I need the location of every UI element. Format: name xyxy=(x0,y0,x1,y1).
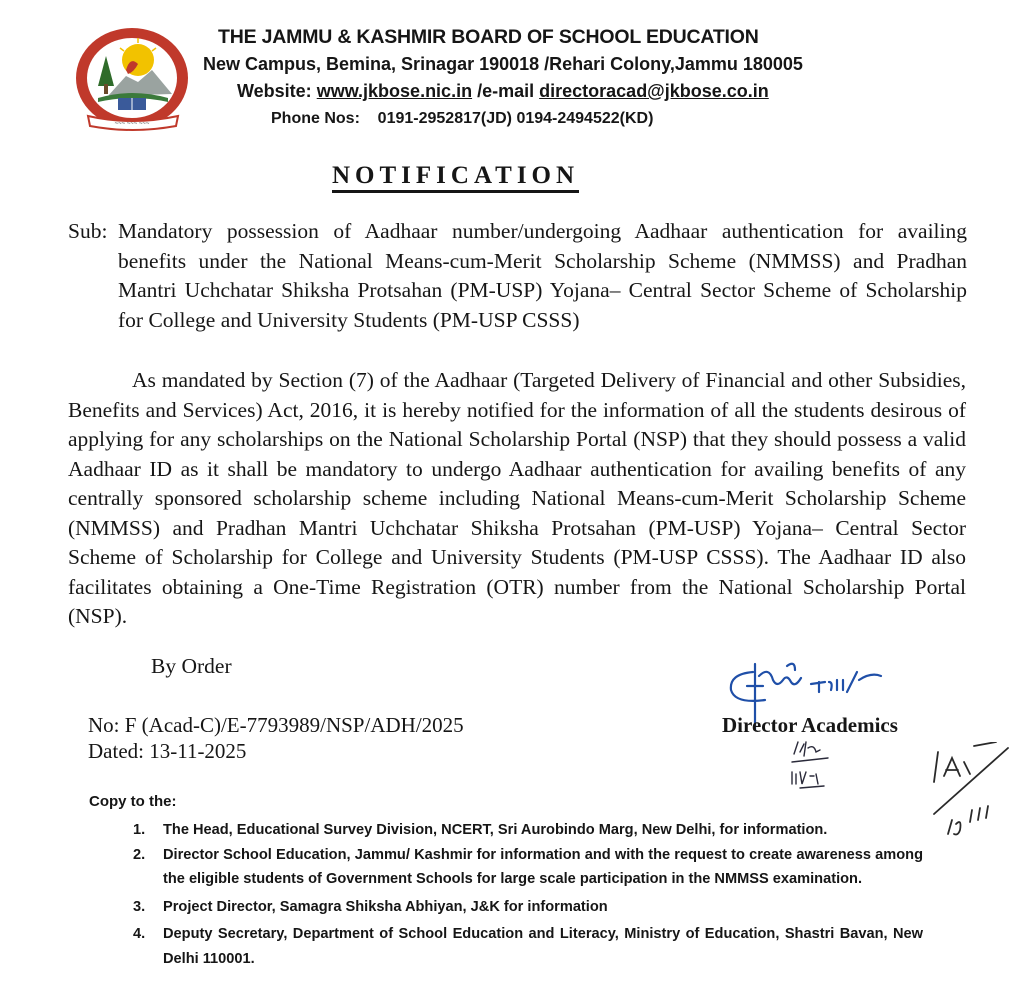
item-text: The Head, Educational Survey Division, NCERT, Sri Aurobindo Marg, New Delhi, for information. xyxy=(163,822,828,838)
svg-text:~~~ ~~~ ~~~: ~~~ ~~~ ~~~ xyxy=(114,121,150,127)
signatory-title: Director Academics xyxy=(722,713,898,737)
contact-web-email xyxy=(237,81,769,102)
copy-to-heading: Copy to the: xyxy=(89,793,177,810)
notification-body: As mandated by Section (7) of the Aadhaar (Targeted Delivery of Financial and other Subsidies, Benefits and Services) Act, 2016, it is hereby notified for the information of all the students desirous of applying for any scholarships on the National Scholarship Portal (NSP) that they should possess a valid Aadhaar ID as it shall be mandatory to undergo Aadhaar authentication for availing benefits of any centrally sponsored scholarship scheme including National Means-cum-Merit Scholarship Scheme (NMMSS) and Pradhan Mantri Uchchatar Shiksha Protsahan (PM-USP) Yojana– Central Sector Scheme of Scholarship for College and University Students (PM-USP CSSS). The Aadhaar ID also facilitates obtaining a One-Time Registration (OTR) number from the National Scholarship Portal (NSP). xyxy=(68,368,966,628)
item-number: 3. xyxy=(133,898,146,915)
item-text: Director School Education, Jammu/ Kashmir for information and with the request to create awareness among the eligible students of Government Schools for large scale participation in the NMMSS examination. xyxy=(163,846,923,887)
item-number: 1. xyxy=(133,822,146,838)
website-label: Website: xyxy=(237,81,312,101)
organization-name: THE JAMMU & KASHMIR BOARD OF SCHOOL EDUCATION xyxy=(218,26,759,48)
copy-to-item xyxy=(133,843,923,892)
copy-to-item xyxy=(133,818,923,843)
marginal-mark xyxy=(930,742,1015,852)
copy-to-item xyxy=(133,922,923,971)
subject-text: Mandatory possession of Aadhaar number/undergoing Aadhaar authentication for availing benefits under the National Means-cum-Merit Scholarship Scheme (NMMSS) and Pradhan Mantri Uchchatar Shiksha Protsahan (PM-USP) Yojana– Central Sector Scheme of Scholarship for College and University Students (PM-USP CSSS) xyxy=(118,219,967,332)
email-link[interactable]: directoracad@jkbose.co.in xyxy=(539,81,769,101)
handwritten-mark-icon xyxy=(930,742,1015,852)
page-title: NOTIFICATION xyxy=(332,162,579,193)
item-number: 4. xyxy=(133,926,146,942)
subject-label: Sub: xyxy=(68,219,108,243)
organization-address: New Campus, Bemina, Srinagar 190018 /Rehari Colony,Jammu 180005 xyxy=(203,54,803,74)
phone-label: Phone Nos: xyxy=(271,110,360,127)
email-label: /e-mail xyxy=(477,81,535,101)
date: Dated: 13-11-2025 xyxy=(88,739,247,763)
item-text: Deputy Secretary, Department of School Education and Literacy, Ministry of Education, Shastri Bavan, New Delhi 110001. xyxy=(163,926,923,967)
item-text: Project Director, Samagra Shiksha Abhiyan, J&K for information xyxy=(163,898,608,915)
jkbose-emblem-icon xyxy=(68,26,196,134)
reference-number: No: F (Acad-C)/E-7793989/NSP/ADH/2025 xyxy=(88,713,464,737)
copy-to-list xyxy=(133,818,923,971)
copy-to-item xyxy=(133,895,923,920)
reference-block xyxy=(88,712,464,764)
website-link[interactable]: www.jkbose.nic.in xyxy=(316,81,473,101)
subject-block xyxy=(68,217,968,335)
by-order: By Order xyxy=(151,654,232,678)
phone-numbers: 0191-2952817(JD) 0194-2494522(KD) xyxy=(377,110,654,127)
jkbose-logo xyxy=(68,26,196,134)
item-number: 2. xyxy=(133,846,146,863)
contact-phones xyxy=(271,110,653,128)
initials xyxy=(788,738,868,800)
handwritten-initials-icon xyxy=(788,738,868,800)
